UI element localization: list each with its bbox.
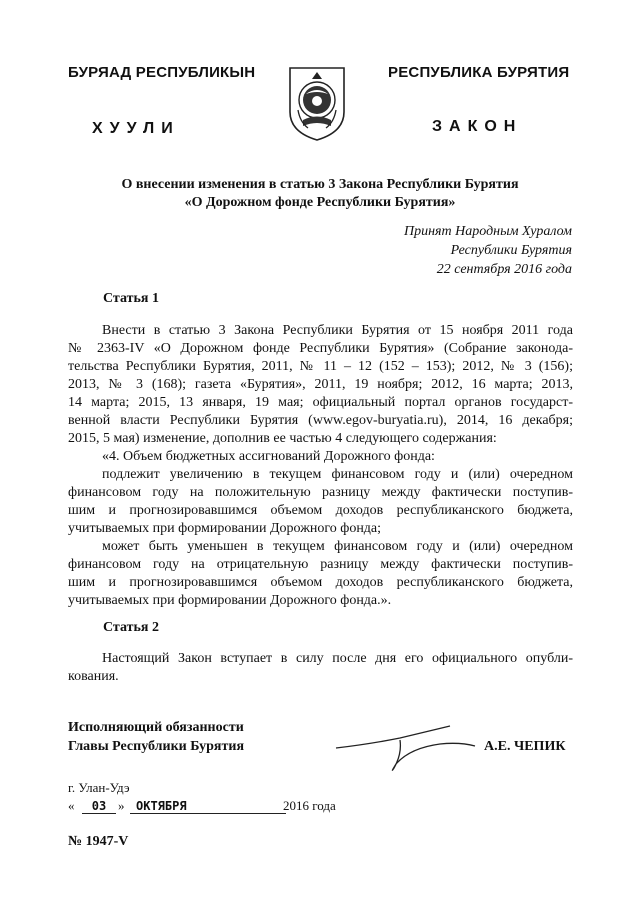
signatory-position-line1: Исполняющий обязанности [68, 720, 244, 735]
quote-intro: «4. Объем бюджетных ассигнований Дорожного фонда: [102, 449, 435, 464]
date-line [68, 798, 368, 818]
header-left-top: БУРЯАД РЕСПУБЛИКЫН [68, 64, 256, 81]
signatory-position-line2: Главы Республики Бурятия [68, 739, 245, 754]
date-month: ОКТЯБРЯ [130, 799, 286, 814]
city: г. Улан-Удэ [68, 780, 130, 795]
law-number: № 1947-V [68, 834, 129, 849]
item2-line: учитываемых при формировании Дорожного фонда.». [68, 593, 392, 608]
date-day: 03 [82, 799, 116, 814]
adopted-line3: 22 сентября 2016 года [436, 262, 572, 277]
date-open-quote: « [68, 798, 75, 813]
article1-line: тельства Республики Бурятия, 2011, № 11 – 12 (152 – 153); 2012, № 3 (156); [68, 359, 573, 374]
article1-line: № 2363-IV «О Дорожном фонде Республики Бурятия» (Собрание законода- [68, 341, 573, 356]
article2-heading: Статья 2 [103, 620, 159, 635]
article2-line: Настоящий Закон вступает в силу после дня его официального опубли- [102, 651, 573, 666]
item2-line: финансовом году на отрицательную разницу между фактически поступив- [68, 557, 573, 572]
item2-line: шим и прогнозировавшимся объемом доходов республиканского бюджета, [68, 575, 573, 590]
article2-line: кования. [68, 669, 119, 684]
article1-line: 14 марта; 2015, 13 января, 19 мая; официальный портал органов государст- [68, 395, 573, 410]
article1-line: Внести в статью 3 Закона Республики Бурятия от 15 ноября 2011 года [102, 323, 573, 338]
article1-body [68, 322, 573, 610]
header-right-top: РЕСПУБЛИКА БУРЯТИЯ [388, 64, 570, 81]
signatory-name: А.Е. ЧЕПИК [484, 739, 566, 754]
handwritten-signature [330, 718, 480, 774]
article2-body [68, 650, 573, 686]
item1-line: учитываемых при формировании Дорожного фонда; [68, 521, 382, 536]
article1-line: 2015, 5 мая) изменение, дополнив ее частью 4 следующего содержания: [68, 431, 497, 446]
adopted-line2: Республики Бурятия [450, 243, 572, 258]
article1-heading: Статья 1 [103, 291, 159, 306]
date-close-quote: » [118, 798, 125, 813]
item1-line: подлежит увеличению в текущем финансовом году и (или) очередном [102, 467, 573, 482]
item2-line: может быть уменьшен в текущем финансовом году и (или) очередном [102, 539, 573, 554]
adopted-block [404, 222, 572, 279]
adopted-line1: Принят Народным Хуралом [403, 224, 572, 239]
article1-line: 2013, № 3 (168); газета «Бурятия», 2011, 19 ноября; 2012, 16 марта; 2013, [68, 377, 573, 392]
item1-line: шим и прогнозировавшимся объемом доходов республиканского бюджета, [68, 503, 573, 518]
item1-line: финансовом году на положительную разницу между фактически поступив- [68, 485, 573, 500]
date-year: 2016 года [283, 798, 336, 813]
law-title-line2: «О Дорожном фонде Республики Бурятия» [184, 195, 456, 210]
law-title-line1: О внесении изменения в статью 3 Закона Республики Бурятия [121, 177, 519, 192]
coat-of-arms-icon [286, 64, 348, 142]
signatory-position [68, 718, 244, 756]
header-right-bottom: ЗАКОН [432, 118, 523, 135]
article1-line: венной власти Республики Бурятия (www.egov-buryatia.ru), 2014, 16 декабря; [68, 413, 573, 428]
header-left-bottom: ХУУЛИ [92, 120, 180, 137]
